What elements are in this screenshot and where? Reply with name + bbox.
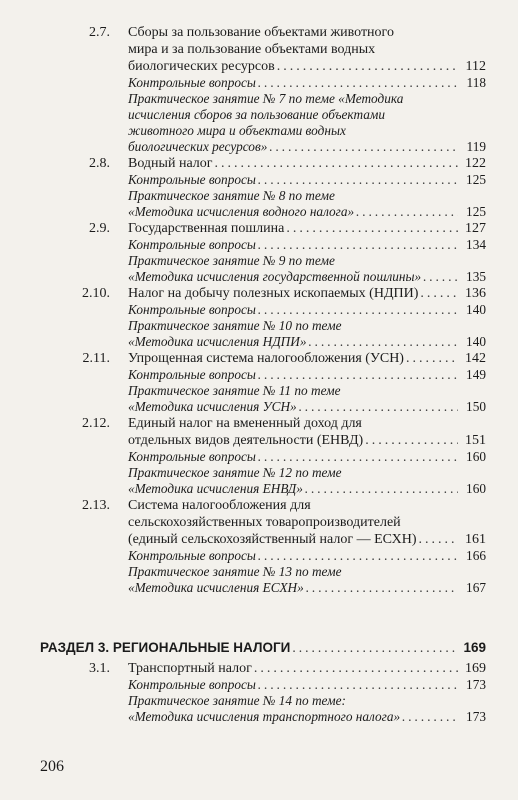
table-of-contents-part-3 [40, 660, 486, 725]
entry-title: Контрольные вопросы [128, 75, 256, 90]
entry-title: Контрольные вопросы [128, 449, 256, 464]
entry-title: биологических ресурсов [128, 59, 275, 74]
leader-dots [254, 660, 458, 677]
entry-text-line: животного мира и объектами водных [128, 123, 346, 138]
leader-dots [299, 399, 458, 415]
entry-text-line: Единый налог на вмененный доход для [128, 416, 362, 431]
entry-title: Транспортный налог [128, 661, 252, 676]
entry-title: (единый сельскохозяйственный налог — ЕСХН) [128, 532, 417, 547]
toc-entry [40, 564, 486, 596]
entry-title: «Методика исчисления государственной пошлины» [128, 269, 422, 284]
entry-text-line: Практическое занятие № 10 по теме [128, 318, 342, 333]
entry-page: 134 [466, 237, 486, 252]
entry-text-line: мира и за пользование объектами водных [128, 42, 376, 57]
entry-page: 119 [466, 139, 486, 154]
toc-entry [40, 660, 486, 677]
entry-number: 2.12. [82, 416, 110, 431]
toc-entry [40, 172, 486, 188]
entry-page: 160 [466, 481, 486, 496]
entry-text-line: Практическое занятие № 8 по теме [128, 188, 335, 203]
entry-text-line: исчисления сборов за пользование объектами [128, 107, 385, 122]
leader-dots [420, 285, 458, 302]
leader-dots [258, 75, 458, 91]
table-of-contents-part-2 [40, 24, 486, 596]
entry-title: Контрольные вопросы [128, 302, 256, 317]
leader-dots [277, 58, 458, 75]
entry-title: Упрощенная система налогообложения (УСН) [128, 351, 404, 366]
toc-entry [40, 220, 486, 237]
entry-number: 2.11. [82, 351, 110, 366]
leader-dots [258, 172, 458, 188]
leader-dots [309, 334, 458, 350]
leader-dots [258, 677, 458, 693]
leader-dots [215, 155, 458, 172]
leader-dots [258, 449, 458, 465]
entry-page: 167 [466, 580, 486, 595]
entry-title: Контрольные вопросы [128, 367, 256, 382]
entry-page: 173 [466, 677, 486, 692]
entry-text-line: Практическое занятие № 13 по теме [128, 564, 342, 579]
leader-dots [286, 220, 458, 237]
toc-entry [40, 367, 486, 383]
entry-page: 112 [465, 59, 486, 74]
entry-title: отдельных видов деятельности (ЕНВД) [128, 433, 364, 448]
entry-page: 142 [465, 351, 486, 366]
entry-title: «Методика исчисления ЕНВД» [128, 481, 303, 496]
toc-entry [40, 449, 486, 465]
section-page: 169 [463, 640, 486, 655]
toc-entry [40, 155, 486, 172]
toc-entry [40, 75, 486, 91]
entry-number: 2.13. [82, 498, 110, 513]
toc-entry [40, 350, 486, 367]
entry-number: 2.7. [89, 25, 110, 40]
toc-entry [40, 415, 486, 449]
toc-entry [40, 465, 486, 497]
leader-dots [423, 269, 458, 285]
toc-entry [40, 302, 486, 318]
leader-dots [418, 531, 458, 548]
entry-page: 169 [465, 661, 486, 676]
entry-title: «Методика исчисления транспортного налога» [128, 709, 401, 724]
toc-entry [40, 91, 486, 155]
entry-page: 118 [466, 75, 486, 90]
entry-page: 127 [465, 221, 486, 236]
entry-text-line: Практическое занятие № 7 по теме «Методика [128, 91, 404, 106]
toc-entry [40, 693, 486, 725]
entry-page: 135 [466, 269, 486, 284]
entry-page: 136 [465, 286, 486, 301]
toc-entry [40, 677, 486, 693]
leader-dots [365, 432, 458, 449]
entry-page: 166 [466, 548, 486, 563]
section-title: РАЗДЕЛ 3. РЕГИОНАЛЬНЫЕ НАЛОГИ [40, 640, 291, 655]
leader-dots [406, 350, 458, 367]
entry-title: «Методика исчисления ЕСХН» [128, 580, 304, 595]
toc-entry [40, 24, 486, 75]
entry-page: 140 [466, 302, 486, 317]
leader-dots [292, 640, 458, 656]
section-heading-3 [40, 640, 486, 656]
entry-page: 125 [466, 172, 486, 187]
entry-text-line: сельскохозяйственных товаропроизводителей [128, 515, 401, 530]
entry-title: Контрольные вопросы [128, 237, 256, 252]
entry-text-line: Система налогообложения для [128, 498, 311, 513]
toc-entry [40, 253, 486, 285]
entry-page: 140 [466, 334, 486, 349]
toc-entry [40, 548, 486, 564]
leader-dots [305, 481, 458, 497]
entry-number: 2.10. [82, 286, 110, 301]
leader-dots [356, 204, 458, 220]
entry-page: 122 [465, 156, 486, 171]
entry-page: 125 [466, 204, 486, 219]
entry-title: «Методика исчисления водного налога» [128, 204, 355, 219]
entry-number: 3.1. [89, 661, 110, 676]
entry-page: 149 [466, 367, 486, 382]
leader-dots [258, 367, 458, 383]
leader-dots [258, 237, 458, 253]
toc-entry [40, 383, 486, 415]
leader-dots [269, 139, 458, 155]
entry-text-line: Практическое занятие № 14 по теме: [128, 693, 346, 708]
entry-page: 173 [466, 709, 486, 724]
entry-title: биологических ресурсов» [128, 139, 268, 154]
leader-dots [258, 302, 458, 318]
toc-entry [40, 188, 486, 220]
entry-number: 2.9. [89, 221, 110, 236]
entry-text-line: Практическое занятие № 9 по теме [128, 253, 335, 268]
entry-title: Контрольные вопросы [128, 548, 256, 563]
toc-entry [40, 237, 486, 253]
entry-title: Государственная пошлина [128, 221, 285, 236]
toc-entry [40, 285, 486, 302]
entry-text-line: Практическое занятие № 12 по теме [128, 465, 342, 480]
leader-dots [306, 580, 458, 596]
entry-page: 161 [465, 532, 486, 547]
entry-page: 160 [466, 449, 486, 464]
page-number: 206 [40, 758, 64, 775]
entry-title: Контрольные вопросы [128, 172, 256, 187]
toc-entry [40, 318, 486, 350]
leader-dots [402, 709, 458, 725]
entry-title: «Методика исчисления УСН» [128, 399, 297, 414]
entry-title: Контрольные вопросы [128, 677, 256, 692]
entry-title: «Методика исчисления НДПИ» [128, 334, 307, 349]
entry-page: 150 [466, 399, 486, 414]
toc-entry [40, 497, 486, 548]
entry-title: Водный налог [128, 156, 213, 171]
entry-number: 2.8. [89, 156, 110, 171]
leader-dots [258, 548, 458, 564]
entry-text-line: Сборы за пользование объектами животного [128, 25, 394, 40]
entry-title: Налог на добычу полезных ископаемых (НДПИ) [128, 286, 419, 301]
entry-page: 151 [465, 433, 486, 448]
entry-text-line: Практическое занятие № 11 по теме [128, 383, 341, 398]
